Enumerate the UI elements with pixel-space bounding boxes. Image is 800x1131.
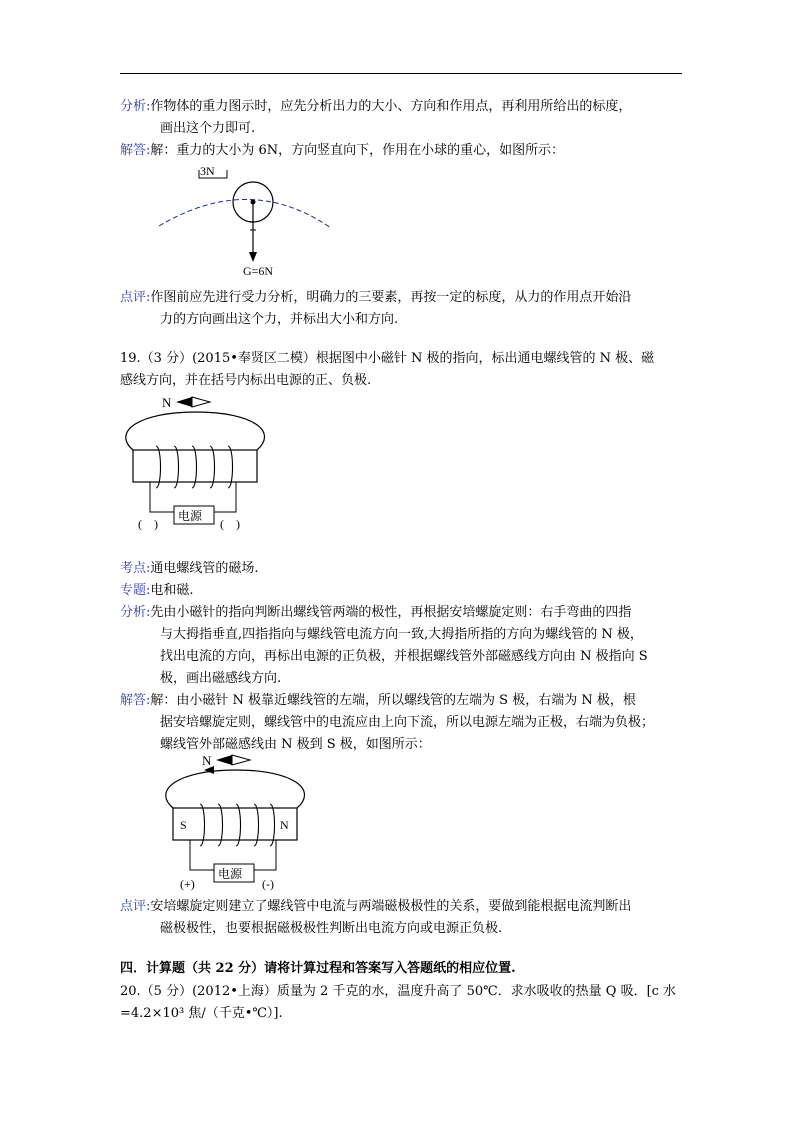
- needle-n-label: N: [162, 395, 172, 410]
- q20-line1: 20.（5 分）(2012•上海）质量为 2 千克的水，温度升高了 50℃．求水吸收的热量 Q 吸．[c 水: [120, 984, 677, 999]
- needle-n-label: N: [202, 753, 212, 768]
- q19-analysis-line1: [120, 604, 631, 622]
- needle-north-half: [216, 755, 232, 765]
- q19-analysis-text4: 极，画出磁感线方向.: [160, 671, 282, 686]
- comment-label: 点评:: [120, 290, 151, 305]
- q19-analysis-text2: 与大拇指垂直,四指指向与螺线管电流方向一致,大拇指所指的方向为螺线管的 N 极，: [160, 627, 643, 642]
- positive-terminal-label: (+): [180, 877, 195, 891]
- zhuanti-label: 专题:: [120, 583, 151, 598]
- q19-analysis-text1: 先由小磁针的指向判断出螺线管两端的极性，再根据安培螺旋定则：右手弯曲的四指: [150, 605, 632, 620]
- q19-comment-text1: 安培螺旋定则建立了螺线管中电流与两端磁极极性的关系，要做到能根据电流判断出: [150, 899, 632, 914]
- q18-analysis-line1: [120, 98, 631, 116]
- dashed-arc: [159, 199, 331, 228]
- q19-title-line2: 感线方向，并在括号内标出电源的正、负极.: [120, 373, 372, 388]
- answer-label: 解答:: [120, 143, 151, 158]
- solenoid-core: [133, 450, 257, 482]
- q18-answer-text1: 解：重力的大小为 6N，方向竖直向下，作用在小球的重心，如图所示：: [150, 143, 565, 158]
- left-terminal-blank: ( ): [138, 517, 158, 531]
- field-line: [166, 770, 305, 808]
- q19-title-line1: 19.（3 分）(2015•奉贤区二模）根据图中小磁针 N 极的指向，标出通电螺线管的 N 极、磁: [120, 351, 655, 366]
- force-arrow-head: [249, 252, 257, 262]
- needle-south-half: [232, 755, 250, 765]
- kaodian-text: 通电螺线管的磁场.: [150, 561, 259, 576]
- field-line: [126, 412, 265, 450]
- right-terminal-blank: ( ): [220, 517, 240, 531]
- q18-analysis-text2: 画出这个力即可.: [160, 121, 256, 136]
- q18-answer-line1: [120, 142, 564, 160]
- section-heading: 四．计算题（共 22 分）请将计算过程和答案写入答题纸的相应位置.: [120, 961, 516, 976]
- zhuanti-text: 电和磁.: [150, 583, 194, 598]
- q19-analysis-text3: 找出电流的方向，再标出电源的正负极，并根据螺线管外部磁感线方向由 N 极指向 S: [160, 649, 648, 664]
- needle-north-half: [176, 397, 192, 407]
- comment-label: 点评:: [120, 899, 151, 914]
- q19-kaodian-line: [120, 560, 259, 578]
- solenoid-figure-answer: [158, 750, 318, 896]
- gravity-figure: [155, 162, 335, 280]
- analysis-label: 分析:: [120, 99, 151, 114]
- power-source-label: 电源: [178, 509, 203, 523]
- q19-answer-text2: 据安培螺旋定则，螺线管中的电流应由上向下流，所以电源左端为正极，右端为负极；: [160, 715, 655, 730]
- solenoid-figure-question: [118, 392, 278, 538]
- q18-comment-text2: 力的方向画出这个力，并标出大小和方向.: [160, 312, 399, 327]
- scale-label: 3N: [200, 164, 215, 178]
- kaodian-label: 考点:: [120, 561, 151, 576]
- pole-s-label: S: [180, 818, 187, 832]
- force-label: G=6N: [243, 264, 274, 278]
- q20-line2: =4.2×10³ 焦/（千克•℃）].: [120, 1006, 283, 1021]
- q19-answer-line1: [120, 692, 636, 710]
- needle-south-half: [192, 397, 210, 407]
- negative-terminal-label: (-): [262, 877, 274, 891]
- q19-comment-line1: [120, 898, 631, 916]
- analysis-label: 分析:: [120, 605, 151, 620]
- q18-analysis-text1: 作物体的重力图示时，应先分析出力的大小、方向和作用点，再利用所给出的标度，: [150, 99, 632, 114]
- power-source-label: 电源: [218, 867, 243, 881]
- header-rule: [120, 73, 682, 74]
- q19-answer-text3: 螺线管外部磁感线由 N 极到 S 极，如图所示：: [160, 737, 431, 752]
- q19-zhuanti-line: [120, 582, 194, 600]
- solenoid-core: [173, 808, 297, 840]
- q18-comment-text1: 作图前应先进行受力分析，明确力的三要素，再按一定的标度，从力的作用点开始沿: [150, 290, 632, 305]
- q18-comment-line1: [120, 289, 631, 307]
- answer-label: 解答:: [120, 693, 151, 708]
- q19-answer-text1: 解：由小磁针 N 极靠近螺线管的左端，所以螺线管的左端为 S 极，右端为 N 极，根: [150, 693, 636, 708]
- q19-comment-text2: 磁极极性，也要根据磁极极性判断出电流方向或电源正负极.: [160, 921, 503, 936]
- pole-n-label: N: [280, 818, 289, 832]
